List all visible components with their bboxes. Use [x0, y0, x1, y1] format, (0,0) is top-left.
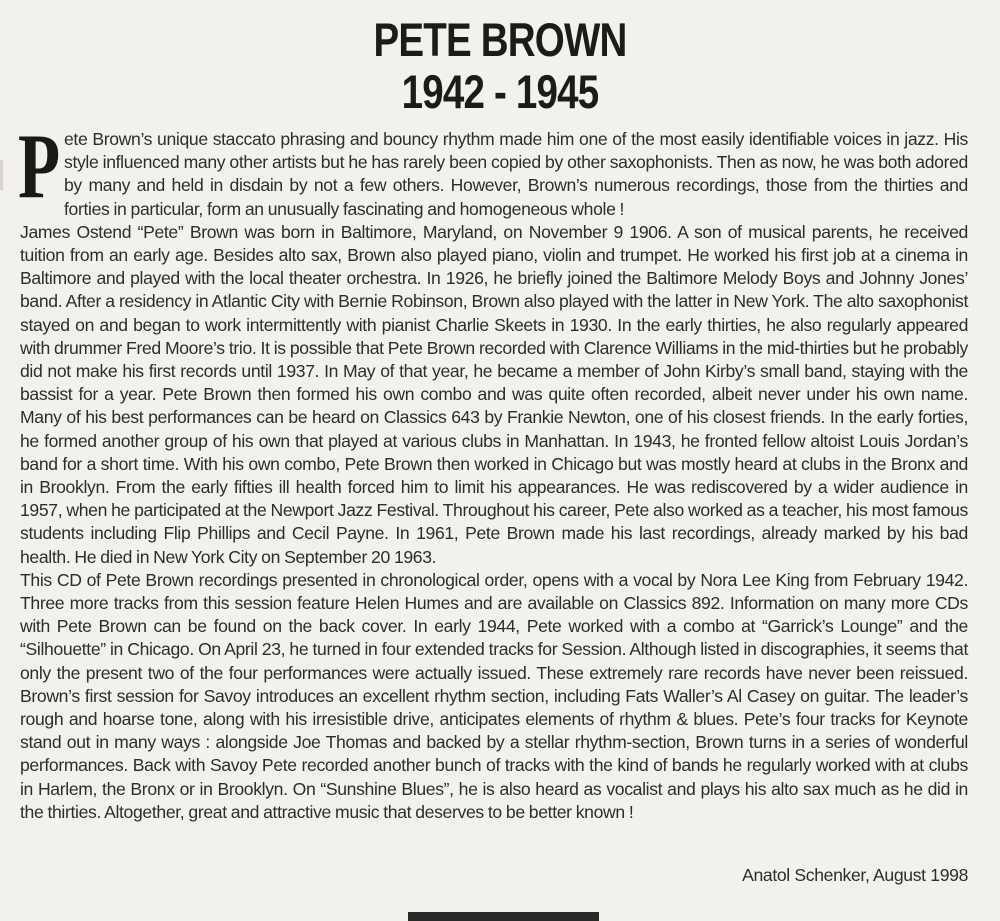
- article-paragraph-2: James Ostend “Pete” Brown was born in Baltimore, Maryland, on November 9 1906. A son of musical parents, he received tuition from an early age. Besides alto sax, Brown also played piano, violin and trumpet. He worked his first job at a cinema in Baltimore and played with the local theater orchestra. In 1926, he briefly joined the Baltimore Melody Boys and Johnny Jones’ band. After a residency in Atlantic City with Bernie Robinson, Brown also played with the latter in New York. The alto saxophonist stayed on and began to work intermittently with pianist Charlie Skeets in 1930. In the early thirties, he also regularly appeared with drummer Fred Moore’s trio. It is possible that Pete Brown recorded with Clarence Williams in the mid-thirties but he probably did not make his first records until 1937. In May of that year, he became a member of John Kirby’s small band, staying with the bassist for a year. Pete Brown then formed his own combo and was quite often recorded, albeit never under his own name. Many of his best performances can be heard on Classics 643 by Frankie Newton, one of his closest friends. In the early forties, he formed another group of his own that played at various clubs in Manhattan. In 1943, he fronted fellow altoist Louis Jordan’s band for a short time. With his own combo, Pete Brown then worked in Chicago but was mostly heard at clubs in the Bronx and in Brooklyn. From the early fifties ill health forced him to limit his appearances. He was rediscovered by a wider audience in 1957, when he participated at the Newport Jazz Festival. Throughout his career, Pete also worked as a teacher, his most famous students including Flip Phillips and Cecil Payne. In 1961, Pete Brown made his last recordings, already marked by his bad health. He died in New York City on September 20 1963.: [20, 221, 968, 567]
- author-signature: Anatol Schenker, August 1998: [742, 865, 968, 885]
- bottom-tab-bar: [408, 912, 599, 921]
- article-paragraph-1: [18, 115, 968, 221]
- page-title: PETE BROWN: [373, 13, 627, 66]
- drop-cap-letter: P: [18, 115, 60, 217]
- paragraph-1-text: ete Brown’s unique staccato phrasing and bouncy rhythm made him one of the most easily identifiable voices in jazz. His style influenced many other artists but he has rarely been copied by other saxophonists. Then as now, he was both adored by many and held in disdain by not a few others. However, Brown’s numerous recordings, those from the thirties and forties in particular, form an unusually fascinating and homogeneous whole !: [64, 129, 968, 219]
- scan-edge-mark: [0, 160, 3, 190]
- article-paragraph-3: This CD of Pete Brown recordings presented in chronological order, opens with a vocal by Nora Lee King from February 1942. Three more tracks from this session feature Helen Humes and are available on Classics 892. Information on many more CDs with Pete Brown can be found on the back cover. In early 1944, Pete worked with a combo at “Garrick’s Lounge” and the “Silhouette” in Chicago. On April 23, he turned in four extended tracks for Session. Although listed in discographies, it seems that only the present two of the four performances were actually issued. These extremely rare records have never been reissued. Brown’s first session for Savoy introduces an excellent rhythm section, including Fats Waller’s Al Casey on guitar. The leader’s rough and hoarse tone, along with his irresistible drive, anticipates elements of rhythm & blues. Pete’s four tracks for Keynote stand out in many ways : alongside Joe Thomas and backed by a stellar rhythm-section, Brown turns in a series of wonderful performances. Back with Savoy Pete recorded another bunch of tracks with the kind of bands he regularly worked with at clubs in Harlem, the Bronx or in Brooklyn. On “Sunshine Blues”, he is also heard as vocalist and plays his alto sax much as he did in the thirties. Altogether, great and attractive music that deserves to be better known !: [20, 569, 968, 822]
- page-subtitle-years: 1942 - 1945: [401, 65, 599, 118]
- article-body: [18, 115, 968, 824]
